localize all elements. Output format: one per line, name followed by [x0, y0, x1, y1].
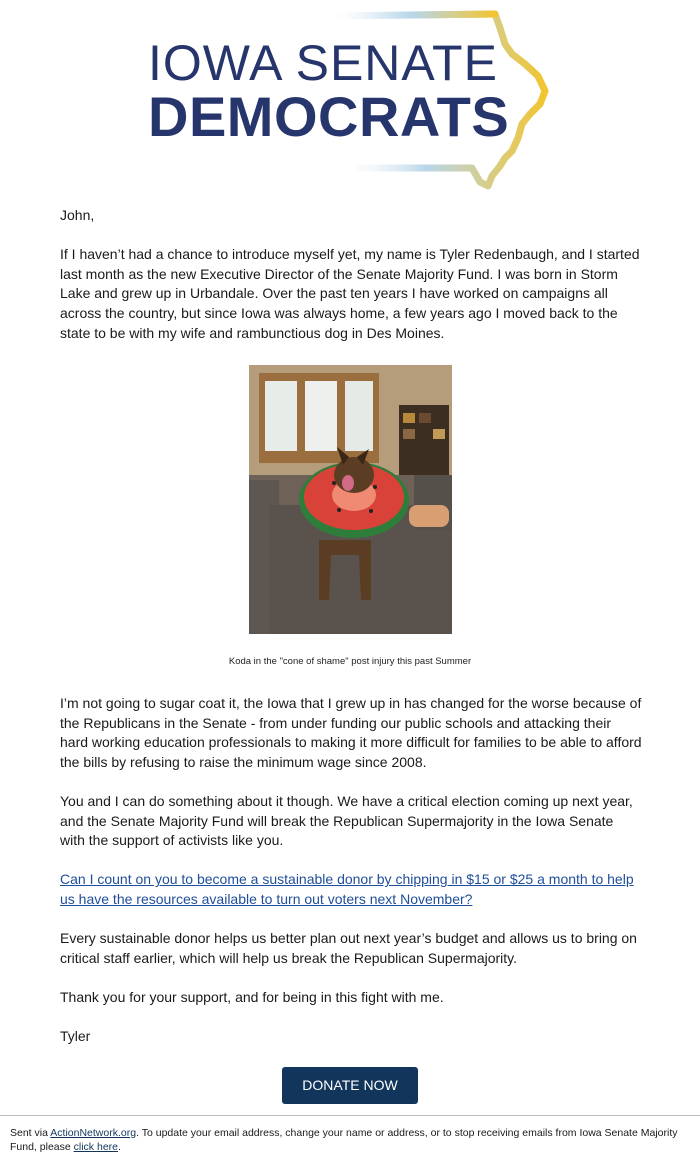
logo-title-line2: DEMOCRATS: [148, 85, 510, 148]
letter-body-top: [60, 206, 642, 363]
photo-caption: Koda in the "cone of shame" post injury this past Summer: [228, 656, 472, 667]
intro-paragraph: If I haven’t had a chance to introduce myself yet, my name is Tyler Redenbaugh, and I started last month as the new Executive Director of the Senate Majority Fund. I was born in Storm Lake and grew up in Urbandale. Over the past ten years I have worked on campaigns all across the country, but since Iowa was always home, a few years ago I moved back to the state to be with my wife and rambunctious dog in Des Moines.: [60, 246, 640, 341]
footer-suffix: .: [118, 1141, 121, 1153]
unsubscribe-link[interactable]: click here: [73, 1141, 118, 1153]
footer-text: [10, 1126, 680, 1154]
email-footer: [0, 1115, 700, 1165]
paragraph-budget: Every sustainable donor helps us better plan out next year’s budget and allows us to bring on critical staff earlier, which will help us break the Republican Supermajority.: [60, 930, 637, 966]
actionnetwork-link[interactable]: ActionNetwork.org: [50, 1127, 137, 1139]
greeting: John,: [60, 207, 95, 223]
paragraph-republicans: I’m not going to sugar coat it, the Iowa that I grew up in has changed for the worse because of the Republicans in the Senate - from under funding our public schools and attacking their hard working education professionals to making it more difficult for families to be able to afford the bills by refusing to raise the minimum wage since 2008.: [60, 695, 642, 770]
footer-prefix: Sent via: [10, 1127, 51, 1139]
paragraph-thanks: Thank you for your support, and for being in this fight with me.: [60, 988, 444, 1005]
paragraph-election: You and I can do something about it though. We have a critical election coming up next year, and the Senate Majority Fund will break the Republican Supermajority in the Iowa Senate with the support of activists like you.: [60, 792, 633, 849]
dog-photo: [249, 365, 452, 634]
logo-title-line1: IOWA SENATE: [148, 35, 498, 91]
cta-paragraph: [60, 870, 642, 909]
signature: Tyler: [60, 1028, 91, 1045]
email-header: [0, 0, 700, 195]
letter-body-bottom: [60, 694, 642, 1066]
donate-now-button[interactable]: DONATE NOW: [282, 1067, 418, 1104]
dog-photo-image: [249, 365, 452, 634]
footer-middle: . To update your email address, change your name or address, or to stop receiving emails from Iowa Senate Majority Fund, please: [10, 1127, 678, 1153]
sustainable-donor-link[interactable]: Can I count on you to become a sustainable donor by chipping in $15 or $25 a month to help us have the resources available to turn out voters next November?: [60, 871, 634, 907]
